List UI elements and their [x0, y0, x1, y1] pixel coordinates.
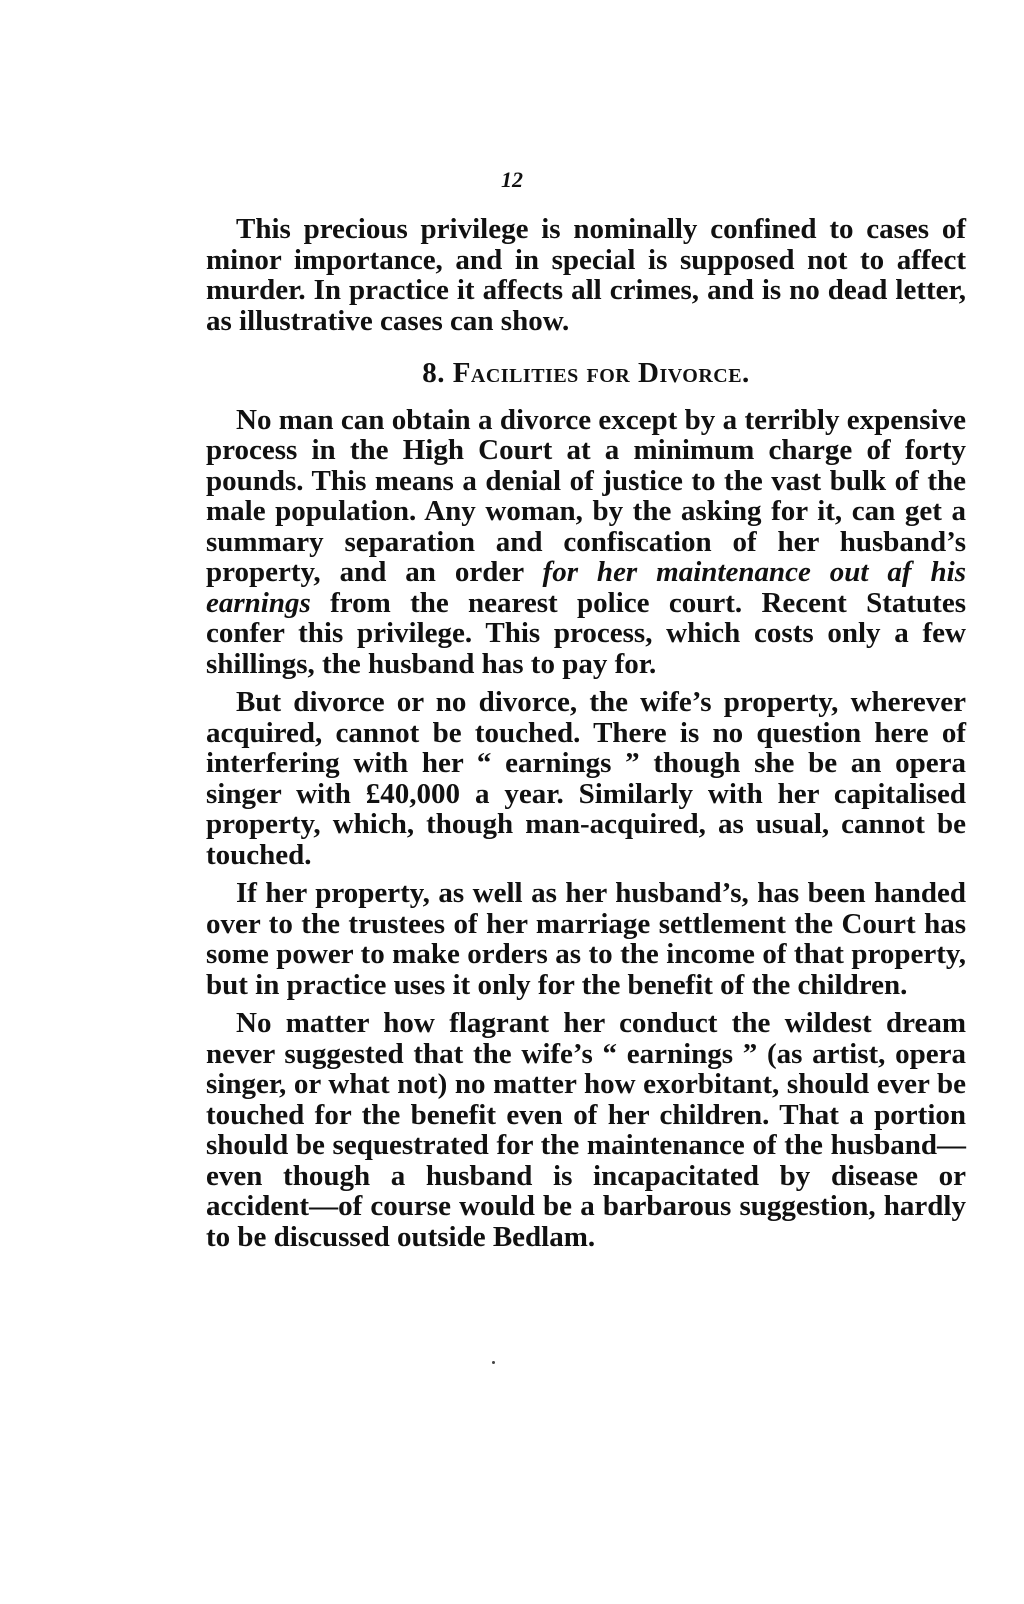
section-number: 8.: [422, 357, 445, 389]
paragraph-text: from the nearest police court. Recent Statutes confer this privilege. This process, which costs only a few shillings, the husband has to pay for.: [206, 586, 966, 680]
paragraph-wife-earnings: No matter how flagrant her conduct the wildest dream never suggested that the wife’s “ earnings ” (as artist, opera singer, or what not) no matter how exorbitant, should ever be touched for the benefit even of her children. That a portion should be sequestrated for the maintenance of the husband—even though a husband is incapacitated by disease or accident—of course would be a barbarous suggestion, hardly to be discussed outside Bedlam.: [206, 1007, 966, 1253]
section-title: Facilities for Divorce.: [452, 357, 750, 389]
stray-dot-mark: [492, 1361, 495, 1364]
section-heading: [206, 358, 966, 389]
page-number: 12: [501, 167, 523, 192]
paragraph-divorce-process: [206, 405, 966, 680]
page-body: [206, 214, 966, 1252]
intro-paragraph: This precious privilege is nominally confined to cases of minor importance, and in special is supposed not to affect murder. In practice it affects all crimes, and is no dead letter, as illustrative cases can show.: [206, 213, 966, 337]
paragraph-wife-property: But divorce or no divorce, the wife’s property, wherever acquired, cannot be touched. There is no question here of interfering with her “ earnings ” though she be an opera singer with £40,000 a year. Similarly with her capitalised property, which, though man-acquired, as usual, cannot be touched.: [206, 686, 966, 871]
paragraph-text: No man can obtain a divorce except by a terribly expensive process in the High Court at a minimum charge of forty pounds. This means a denial of justice to the vast bulk of the male population. Any woman, by the asking for it, can get a summary separation and confiscation of her husband’s property, and an order: [206, 403, 966, 588]
italic-phrase: for her maintenance out af his earnings: [206, 556, 966, 619]
paragraph-marriage-settlement: If her property, as well as her husband’s, has been handed over to the trustees of her marriage settlement the Court has some power to make orders as to the income of that property, but in practice uses it only for the benefit of the children.: [206, 877, 966, 1001]
